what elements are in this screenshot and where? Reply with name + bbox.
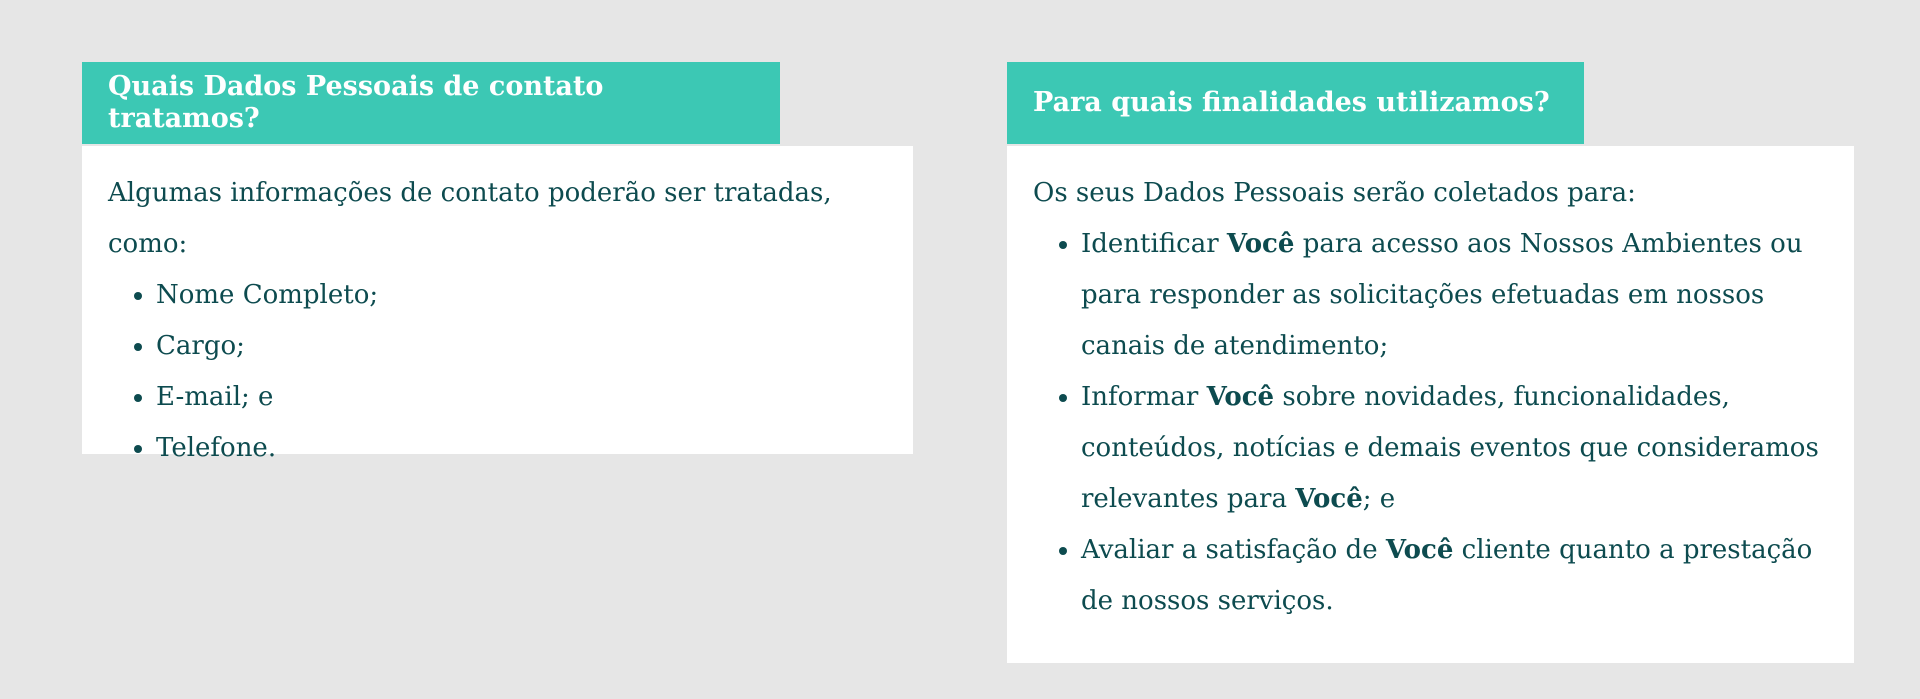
list-item: • E-mail; e — [156, 372, 887, 423]
personal-data-card — [82, 62, 913, 463]
list-item-text: para acesso aos Nossos Ambientes ou para responder as solicitações efetuadas em nossos canais de atendimento; — [1081, 229, 1803, 361]
list-item-text: cliente quanto a prestação de nossos serviços. — [1081, 535, 1813, 616]
card-intro-text: Os seus Dados Pessoais serão coletados para: — [1033, 178, 1636, 208]
personal-data-card-body — [82, 146, 913, 463]
personal-data-card-header — [82, 62, 780, 144]
emphasis-voce: Você — [1226, 229, 1295, 259]
list-item — [1081, 219, 1828, 372]
card-intro-text: Algumas informações de contato poderão ser tratadas, como: — [108, 178, 832, 259]
purposes-list — [1033, 219, 1828, 627]
list-item-text: sobre novidades, funcionalidades, conteúdos, notícias e demais eventos que consideramos relevantes para — [1081, 382, 1819, 514]
list-item-text: Identificar — [1081, 229, 1227, 259]
purposes-card-body — [1007, 146, 1854, 663]
list-item-text: ; e — [1362, 484, 1396, 514]
emphasis-voce: Você — [1295, 484, 1363, 514]
list-item-text: Avaliar a satisfação de — [1081, 535, 1386, 565]
personal-data-list — [108, 270, 887, 474]
card-title: Para quais finalidades utilizamos? — [1033, 87, 1550, 118]
emphasis-voce: Você — [1206, 382, 1275, 412]
purposes-card — [1007, 62, 1854, 663]
emphasis-voce: Você — [1385, 535, 1454, 565]
list-item: • Nome Completo; — [156, 270, 887, 321]
list-item: • Cargo; — [156, 321, 887, 372]
list-item — [1081, 372, 1828, 525]
list-item: • Telefone. — [156, 423, 887, 474]
list-item-text: Informar — [1081, 382, 1207, 412]
list-item — [1081, 525, 1828, 627]
purposes-card-header — [1007, 62, 1584, 144]
card-title: Quais Dados Pessoais de contato tratamos? — [108, 71, 604, 134]
